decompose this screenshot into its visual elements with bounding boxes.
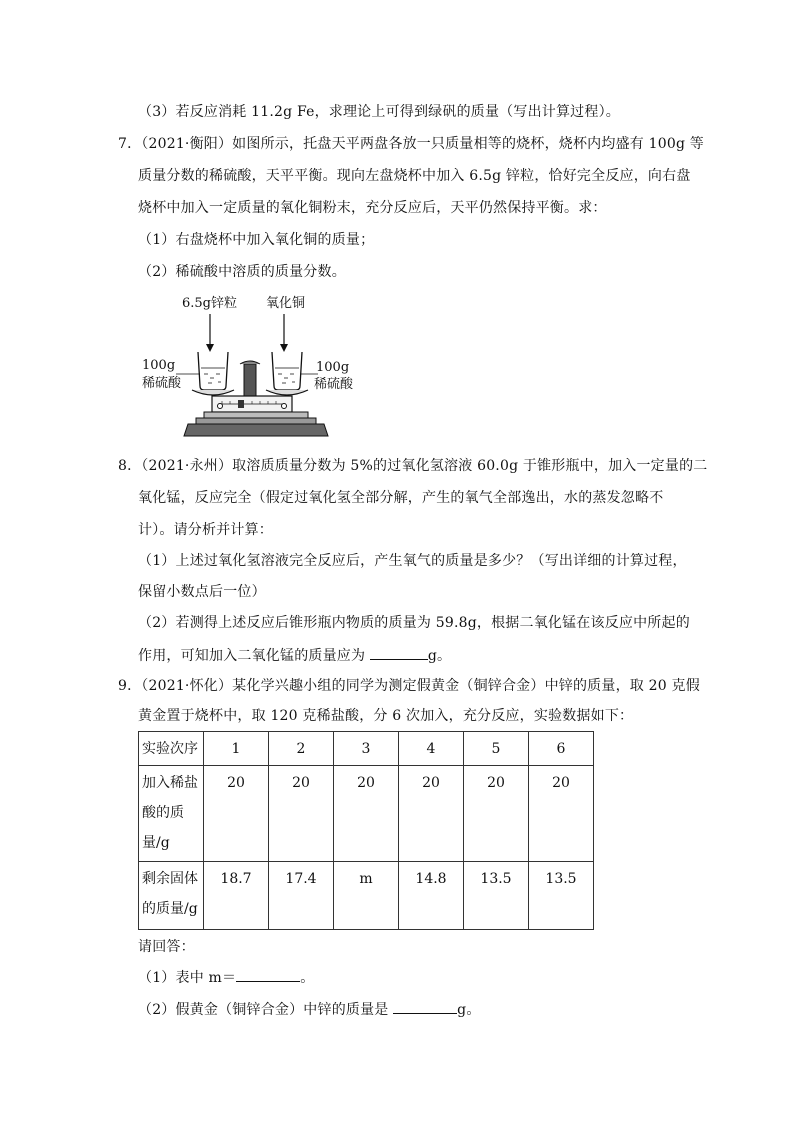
table-cell: 20: [529, 766, 594, 862]
table-cell: 1: [204, 732, 269, 766]
table-cell: 20: [204, 766, 269, 862]
label-right-mass: 100g: [316, 360, 350, 375]
q9-stem-line2: 黄金置于烧杯中，取 120 克稀盐酸，分 6 次加入，充分反应，实验数据如下：: [138, 708, 634, 724]
table-cell: 6: [529, 732, 594, 766]
table-cell: 18.7: [204, 862, 269, 930]
q7-stem-line1: 7．（2021·衡阳）如图所示，托盘天平两盘各放一只质量相等的烧杯，烧杯内均盛有 100g 等: [118, 136, 704, 152]
table-cell: 13.5: [529, 862, 594, 930]
table-cell: 14.8: [399, 862, 464, 930]
answer-blank[interactable]: [236, 967, 300, 982]
q8-sub1-line2: 保留小数点后一位）: [138, 584, 266, 600]
q7-stem-line2: 质量分数的稀硫酸，天平平衡。现向左盘烧杯中加入 6.5g 锌粒，恰好完全反应，向右盘: [138, 168, 691, 184]
table-cell: m: [334, 862, 399, 930]
q9-sub1-suffix: 。: [300, 970, 315, 986]
table-cell: 13.5: [464, 862, 529, 930]
q9-sub2-suffix: g。: [457, 1002, 481, 1018]
answer-blank[interactable]: [393, 999, 457, 1014]
knob-left: [218, 404, 223, 409]
table-row-remaining-solid: [139, 862, 594, 930]
q9-sub2: [138, 999, 481, 1020]
q8-sub2-line1: （2）若测得上述反应后锥形瓶内物质的质量为 59.8g，根据二氧化锰在该反应中所起的: [138, 615, 690, 631]
base-top: [204, 412, 308, 418]
q9-sub1-prefix: （1）表中 m＝: [138, 970, 237, 986]
q8-sub2-prefix: 作用，可知加入二氧化锰的质量应为: [138, 648, 370, 664]
base-bottom: [184, 424, 328, 436]
q8-sub2-line2: [138, 645, 451, 666]
left-liquid-dashes: [204, 374, 221, 383]
right-pan: [266, 390, 308, 395]
arrow-left-head: [206, 344, 214, 352]
table-row-acid-mass: [139, 766, 594, 862]
q9-prompt: 请回答：: [138, 939, 195, 955]
q9-sub1: [138, 967, 314, 988]
q9-stem-line1: 9．（2021·怀化）某化学兴趣小组的同学为测定假黄金（铜锌合金）中锌的质量，取 20 克假: [118, 678, 700, 694]
left-pan: [192, 390, 234, 395]
knob-right: [282, 404, 287, 409]
left-beaker: [198, 352, 228, 390]
base-middle: [196, 418, 316, 424]
q8-stem-line3: 计）。请分析并计算：: [138, 522, 273, 538]
center-post: [244, 364, 256, 396]
table-header-cell: 加入稀盐酸的质量/g: [139, 766, 204, 862]
table-cell: 20: [464, 766, 529, 862]
q7-stem-line3: 烧杯中加入一定质量的氧化铜粉末，充分反应后，天平仍然保持平衡。求：: [138, 200, 607, 216]
table-cell: 17.4: [269, 862, 334, 930]
q7-sub1: （1）右盘烧杯中加入氧化铜的质量；: [138, 232, 375, 248]
label-copper-oxide: 氧化铜: [266, 296, 306, 311]
table-cell: 3: [334, 732, 399, 766]
table-cell: 2: [269, 732, 334, 766]
table-header-cell: 剩余固体的质量/g: [139, 862, 204, 930]
q6-sub3: （3）若反应消耗 11.2g Fe，求理论上可得到绿矾的质量（写出计算过程）。: [138, 104, 620, 120]
right-liquid-dashes: [278, 374, 295, 383]
q8-stem-line1: 8．（2021·永州）取溶质质量分数为 5%的过氧化氢溶液 60.0g 于锥形瓶中，加入一定量的二: [118, 458, 708, 474]
q9-sub2-prefix: （2）假黄金（铜锌合金）中锌的质量是: [138, 1002, 394, 1018]
arrow-right-head: [280, 344, 288, 352]
q8-sub1-line1: （1）上述过氧化氢溶液完全反应后，产生氧气的质量是多少？（写出详细的计算过程，: [138, 553, 687, 569]
table-header-cell: 实验次序: [139, 732, 204, 766]
table-cell: 20: [269, 766, 334, 862]
table-cell: 5: [464, 732, 529, 766]
label-right-acid: 稀硫酸: [314, 377, 354, 392]
label-zinc: 6.5g锌粒: [182, 296, 237, 311]
label-left-mass: 100g: [142, 358, 176, 373]
table-cell: 20: [399, 766, 464, 862]
experiment-data-table: [138, 731, 594, 930]
center-post-cap: [240, 361, 260, 364]
table-cell: 20: [334, 766, 399, 862]
label-left-acid: 稀硫酸: [142, 376, 182, 391]
table-cell: 4: [399, 732, 464, 766]
q7-sub2: （2）稀硫酸中溶质的质量分数。: [138, 264, 346, 280]
balance-figure: [138, 290, 378, 440]
rider: [238, 400, 244, 408]
table-row-trial: [139, 732, 594, 766]
right-beaker: [272, 352, 302, 390]
answer-blank[interactable]: [370, 645, 428, 660]
q8-sub2-suffix: g。: [427, 648, 452, 664]
q8-stem-line2: 氧化锰，反应完全（假定过氧化氢全部分解，产生的氧气全部逸出，水的蒸发忽略不: [138, 490, 664, 506]
